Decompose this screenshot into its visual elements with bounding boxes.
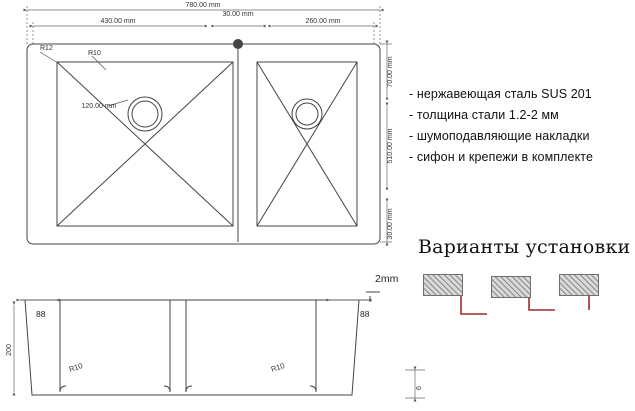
dim-top-margin: 70.00 mm [387, 56, 394, 88]
dim-height: 200 [6, 344, 13, 356]
feature-item: - шумоподавляющие накладки [409, 129, 590, 143]
front-view [20, 292, 380, 395]
install-variant-2 [491, 270, 547, 328]
install-variant-1 [423, 270, 479, 328]
label-r10-left: R10 [67, 361, 84, 374]
feature-list [409, 84, 635, 168]
label-r12: R12 [40, 45, 53, 52]
dim-tap-hole-width: 30.00 mm [222, 11, 254, 18]
label-r10-right: R10 [269, 361, 286, 374]
dim-bottom-margin: 30.00 mm [387, 208, 394, 240]
feature-item: - сифон и крепежи в комплекте [409, 150, 594, 164]
label-r10-top: R10 [88, 50, 101, 57]
feature-item: - нержавеющая сталь SUS 201 [409, 87, 592, 101]
dim-bottom: 6 [416, 386, 423, 390]
dim-drain-diameter: 120.00 mm [81, 103, 117, 110]
dim-overall-width: 780.00 mm [185, 2, 221, 9]
dim-right-bowl-width: 260.00 mm [305, 18, 341, 25]
leaders [40, 52, 128, 106]
dim-left-edge: 88 [36, 309, 46, 319]
dim-thickness: 2mm [375, 273, 399, 285]
countertop-hatch [559, 274, 599, 296]
dim-right-edge: 88 [360, 309, 370, 319]
top-dimensions [27, 6, 380, 44]
countertop-hatch [491, 276, 531, 298]
dim-left-bowl-width: 430.00 mm [100, 18, 136, 25]
install-variants [423, 270, 633, 330]
install-variant-3 [559, 270, 615, 328]
top-view [27, 39, 380, 244]
feature-item: - толщина стали 1.2-2 мм [409, 108, 559, 122]
dim-overall-depth: 510.00 mm [387, 128, 394, 164]
countertop-hatch [423, 274, 463, 296]
install-variants-title: Варианты установки [418, 236, 631, 258]
